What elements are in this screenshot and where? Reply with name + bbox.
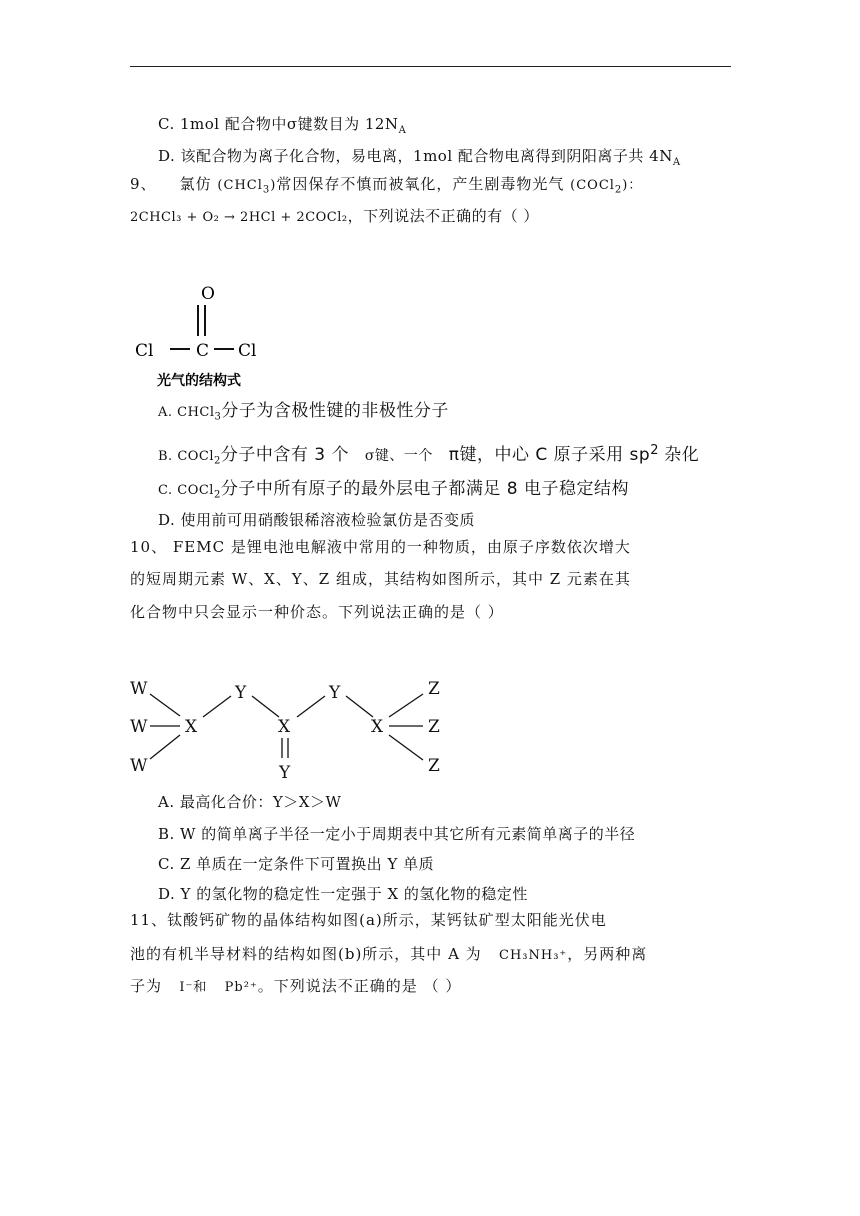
- femc-bond-w3-x: [150, 735, 180, 759]
- q9-chloroform: 氯仿: [179, 175, 212, 193]
- femc-structure: [125, 672, 455, 784]
- q11-stem-line3-b: 。下列说法不正确的是 （ ）: [257, 977, 462, 995]
- femc-z-mid: Z: [428, 717, 440, 737]
- femc-w-mid: W: [130, 717, 148, 737]
- q9-option-a-formula: [158, 405, 222, 423]
- q9-stem-text: 常因保存不慎而被氧化，产生剧毒物光气: [276, 175, 565, 193]
- q10-option-c: C. Z 单质在一定条件下可置换出 Y 单质: [158, 855, 435, 873]
- q9-option-b-sup: 2: [650, 443, 659, 458]
- q8-option-c: [158, 114, 406, 141]
- q9-stem-line1: [130, 174, 642, 201]
- phosgene-structure: [130, 280, 280, 390]
- q9-option-c: [158, 478, 629, 507]
- q8-option-c-text: C. 1mol 配合物中σ键数目为 12N: [158, 115, 399, 133]
- q9-number: 9、: [130, 175, 157, 193]
- q9-option-c-text: 分子中所有原子的最外层电子都满足 8 电子稳定结构: [220, 479, 629, 499]
- q11-stem-line3: [130, 976, 461, 998]
- femc-x-right: X: [371, 717, 384, 737]
- q8-option-c-sub: A: [398, 125, 407, 136]
- phosgene-o-atom: O: [201, 284, 215, 304]
- q11-cation-formula: CH₃NH₃⁺: [499, 948, 568, 963]
- q8-option-d-text: D. 该配合物为离子化合物，易电离，1mol 配合物电离得到阴阳离子共 4N: [158, 147, 673, 165]
- q9-formula-cocl2-end: )：: [622, 178, 643, 193]
- femc-x-left: X: [185, 717, 198, 737]
- q9-option-b-sub: 2: [214, 455, 221, 467]
- q9-formula-chcl3-main: (CHCl: [217, 178, 263, 193]
- femc-bond-w1-x: [150, 694, 180, 716]
- q9-stem-tail: ，下列说法不正确的有（ ）: [347, 207, 539, 225]
- q9-option-b-pre: B. COCl: [158, 449, 215, 464]
- femc-bond-x3-z1: [389, 694, 423, 717]
- femc-bond-y3-x3: [346, 696, 373, 717]
- q9-formula-chcl3-sub: 3: [262, 184, 271, 196]
- femc-bond-x3-z3: [389, 735, 423, 760]
- q10-option-b: B. W 的简单离子半径一定小于周期表中其它所有元素简单离子的半径: [158, 825, 636, 843]
- q11-stem-line2-a: 池的有机半导材料的结构如图(b)所示，其中 A 为: [130, 945, 482, 963]
- q10-stem-line3: 化合物中只会显示一种价态。下列说法正确的是（ ）: [130, 603, 504, 621]
- q9-option-a: [158, 400, 449, 429]
- q10-option-a: A. 最高化合价：Y＞X＞W: [158, 793, 342, 811]
- q9-option-c-formula: [158, 483, 221, 501]
- q9-option-a-text: 分子为含极性键的非极性分子: [221, 401, 449, 421]
- q9-formula-cocl2-main: (COCl: [570, 178, 615, 193]
- q11-lead-ion: Pb²⁺: [224, 980, 258, 995]
- femc-bond-x-y1: [203, 696, 231, 717]
- q9-option-b-text2: 杂化: [664, 445, 700, 465]
- q9-option-d: [158, 510, 475, 530]
- q11-stem-line2: [130, 944, 647, 966]
- phosgene-caption: 光气的结构式: [157, 373, 241, 389]
- q9-option-b-formula: [158, 449, 221, 467]
- q9-option-b-pi: π键，中心 C 原子采用 sp: [448, 445, 651, 465]
- q8-option-d-sub: A: [672, 157, 681, 168]
- femc-y-left: Y: [235, 683, 247, 703]
- q9-stem-line2: [130, 206, 539, 228]
- q10-option-d: D. Y 的氢化物的稳定性一定强于 X 的氢化物的稳定性: [158, 885, 528, 903]
- phosgene-cl-left: Cl: [135, 341, 154, 361]
- femc-y-bottom: Y: [279, 763, 291, 783]
- femc-w-top: W: [130, 679, 148, 699]
- q11-stem-line1: 11、钛酸钙矿物的晶体结构如图(a)所示，某钙钛矿型太阳能光伏电: [130, 911, 607, 929]
- q8-option-d: [158, 146, 681, 173]
- q10-stem-line1: 10、 FEMC 是锂电池电解液中常用的一种物质，由原子序数依次增大: [130, 538, 631, 556]
- q9-formula-chcl3: [217, 178, 277, 196]
- q9-option-c-pre: C. COCl: [158, 483, 214, 498]
- femc-z-bottom: Z: [428, 756, 440, 776]
- phosgene-c-atom: C: [196, 341, 210, 361]
- q10-stem-line2: 的短周期元素 W、X、Y、Z 组成，其结构如图所示，其中 Z 元素在其: [130, 570, 631, 588]
- femc-w-bottom: W: [130, 756, 148, 776]
- q9-formula-chcl3-end: ): [270, 178, 277, 193]
- q9-formula-cocl2-sub: 2: [614, 184, 623, 196]
- femc-z-top: Z: [428, 679, 440, 699]
- femc-x-center: X: [278, 717, 291, 737]
- femc-bond-x2-y3: [297, 696, 325, 717]
- q9-equation: 2CHCl₃ + O₂ → 2HCl + 2COCl₂: [130, 210, 348, 225]
- q9-option-a-sub: 3: [214, 411, 222, 423]
- q9-option-b-sigma: σ键、一个: [364, 448, 433, 464]
- q9-formula-cocl2: [570, 178, 643, 196]
- header-rule: [130, 66, 731, 67]
- q11-stem-line3-a: 子为: [130, 977, 163, 995]
- femc-bond-y1-x2: [252, 696, 279, 717]
- q11-iodide: I⁻和: [179, 980, 208, 995]
- q9-option-b-text1: 分子中含有 3 个: [220, 445, 350, 465]
- femc-y-right: Y: [329, 683, 341, 703]
- q9-option-b: [158, 440, 699, 473]
- q9-option-a-pre: A. CHCl: [158, 405, 215, 420]
- q9-option-d-text: D. 使用前可用硝酸银稀溶液检验氯仿是否变质: [158, 511, 476, 529]
- q9-option-c-sub: 2: [213, 489, 221, 501]
- phosgene-cl-right: Cl: [238, 341, 257, 361]
- q11-stem-line2-b: ，另两种离: [567, 945, 648, 963]
